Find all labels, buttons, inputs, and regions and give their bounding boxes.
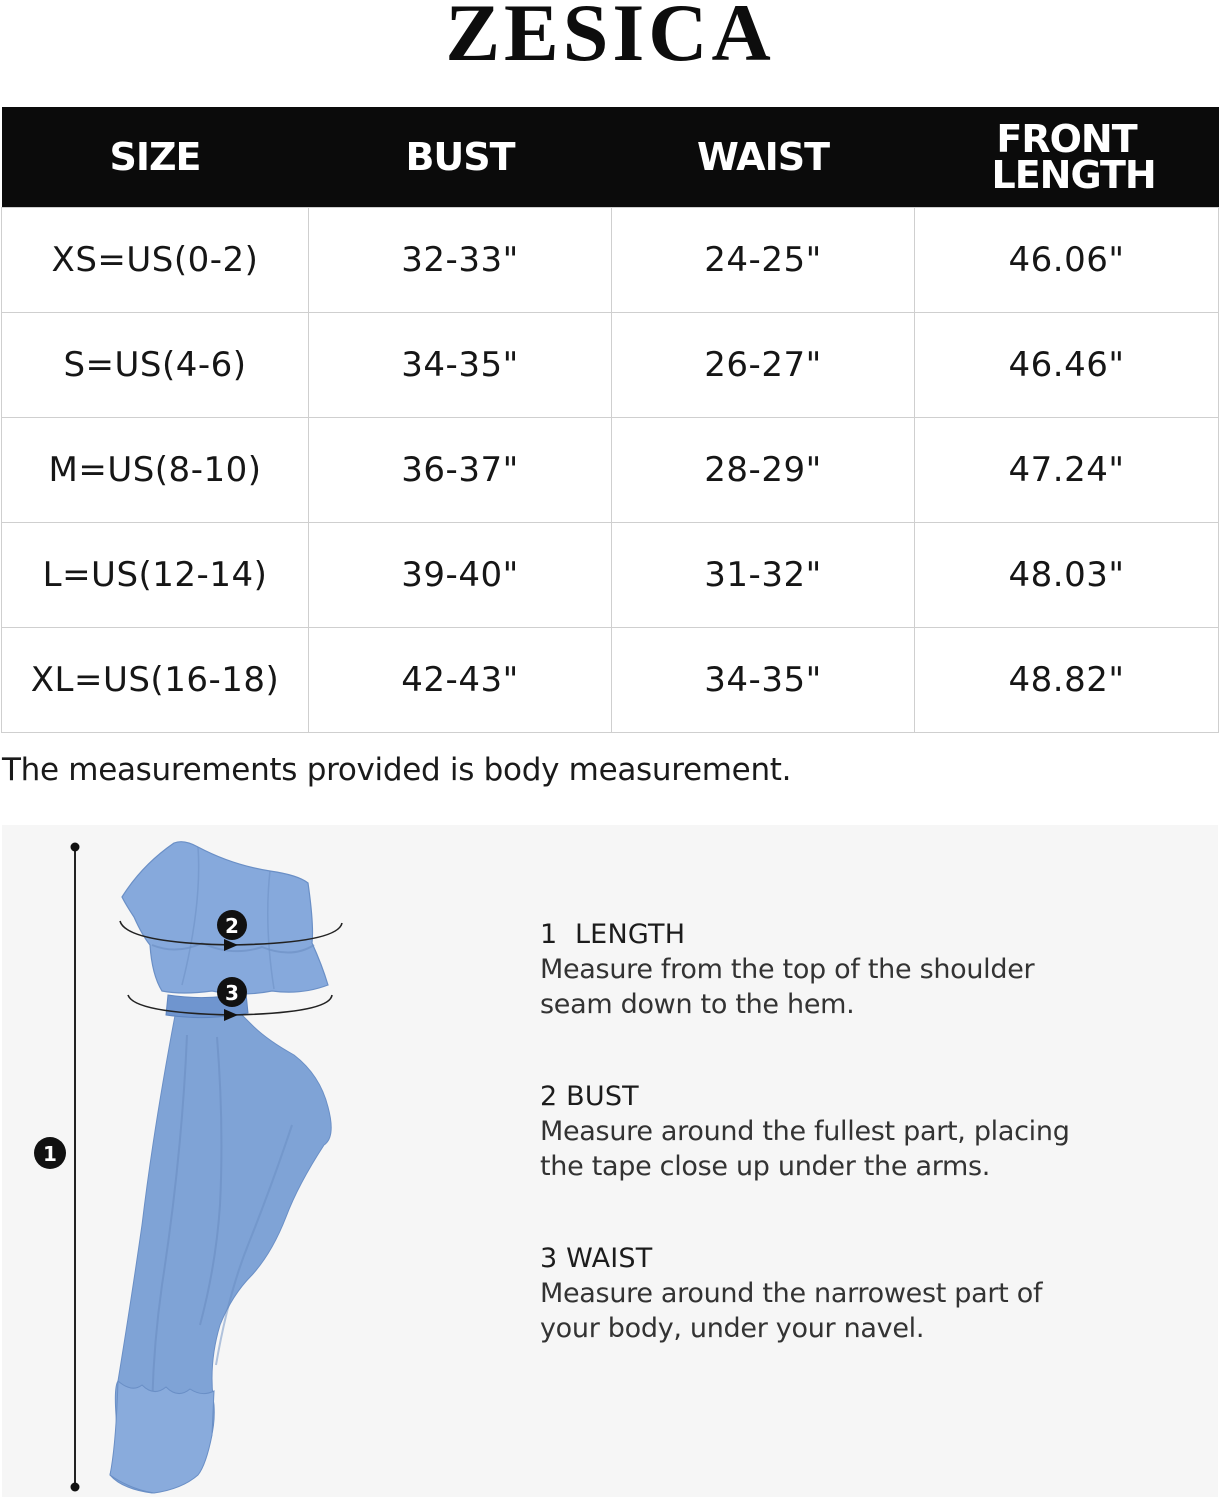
header-size: SIZE (2, 107, 309, 208)
table-header-row (2, 107, 1219, 208)
waist-marker-number: 3 (225, 981, 239, 1005)
header-front-length-label: FRONT LENGTH (991, 117, 1156, 197)
cell-bust: 32-33" (309, 208, 612, 313)
cell-waist: 26-27" (612, 313, 915, 418)
cell-front-length: 46.06" (915, 208, 1219, 313)
cell-bust: 39-40" (309, 523, 612, 628)
guide-text: Measure from the top of the shoulder seam down to the hem. (540, 954, 1035, 1020)
measurement-instructions (540, 918, 1180, 1404)
header-waist: WAIST (612, 107, 915, 208)
size-chart-table (1, 107, 1219, 733)
cell-front-length: 48.82" (915, 628, 1219, 733)
cell-size: M=US(8-10) (2, 418, 309, 523)
header-bust: BUST (309, 107, 612, 208)
guide-text: Measure around the fullest part, placing the tape close up under the arms. (540, 1116, 1070, 1182)
cell-bust: 34-35" (309, 313, 612, 418)
measurement-note: The measurements provided is body measurement. (2, 752, 792, 788)
cell-waist: 28-29" (612, 418, 915, 523)
cell-size: XS=US(0-2) (2, 208, 309, 313)
dress-illustration (2, 825, 382, 1497)
table-row (2, 313, 1219, 418)
guide-length (540, 918, 1180, 1022)
guide-text: Measure around the narrowest part of your body, under your navel. (540, 1278, 1043, 1344)
cell-size: XL=US(16-18) (2, 628, 309, 733)
length-line-bottom-dot (71, 1483, 80, 1492)
cell-waist: 24-25" (612, 208, 915, 313)
cell-front-length: 48.03" (915, 523, 1219, 628)
guide-waist (540, 1242, 1180, 1346)
length-marker-number: 1 (43, 1142, 57, 1166)
guide-title: 1 LENGTH (540, 919, 686, 950)
brand-logo: ZESICA (445, 0, 775, 78)
dress-hem-ruffle (110, 1381, 214, 1493)
guide-title: 3 WAIST (540, 1243, 653, 1274)
cell-front-length: 47.24" (915, 418, 1219, 523)
cell-waist: 34-35" (612, 628, 915, 733)
table-row (2, 523, 1219, 628)
measurement-guide-panel (2, 825, 1218, 1497)
bust-marker-number: 2 (225, 914, 239, 938)
guide-title: 2 BUST (540, 1081, 639, 1112)
cell-waist: 31-32" (612, 523, 915, 628)
cell-front-length: 46.46" (915, 313, 1219, 418)
table-row (2, 418, 1219, 523)
cell-size: S=US(4-6) (2, 313, 309, 418)
length-line-top-dot (71, 843, 80, 852)
table-row (2, 628, 1219, 733)
cell-bust: 42-43" (309, 628, 612, 733)
guide-bust (540, 1080, 1180, 1184)
header-front-length (915, 107, 1219, 208)
cell-bust: 36-37" (309, 418, 612, 523)
table-row (2, 208, 1219, 313)
cell-size: L=US(12-14) (2, 523, 309, 628)
